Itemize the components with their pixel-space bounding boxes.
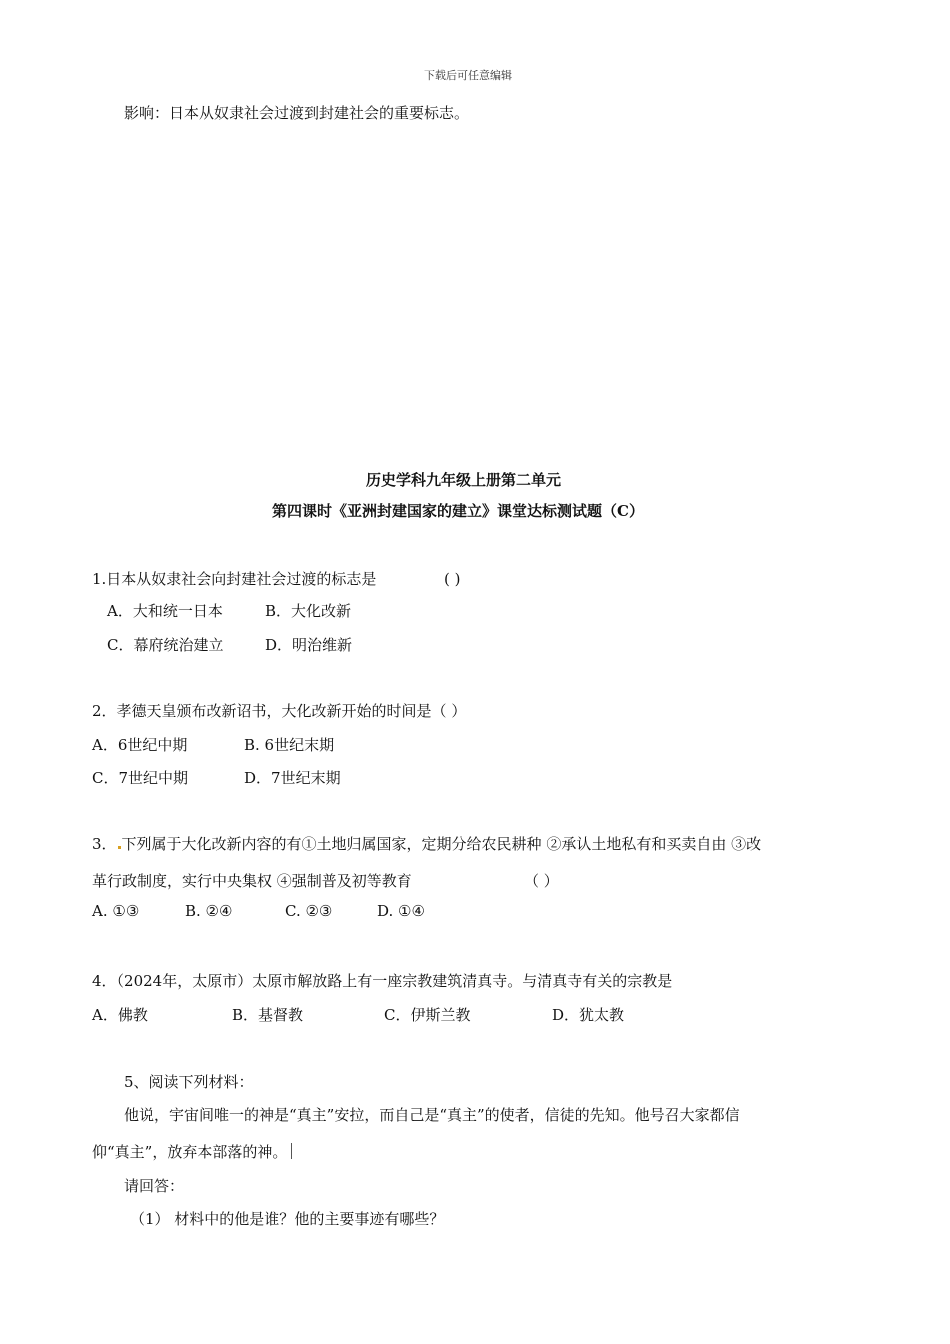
q3-stem-line-2: 革行政制度，实行中央集权 ④强制普及初等教育 — [92, 872, 412, 890]
q1-stem: 1.日本从奴隶社会向封建社会过渡的标志是 — [92, 570, 377, 588]
q3-option-a-text: . ①③ — [102, 902, 140, 920]
q5-material-line-2 — [92, 1142, 292, 1162]
q1-option-c: C．幕府统治建立 — [107, 636, 224, 654]
page-header: 下载后可任意编辑 — [424, 69, 512, 82]
q5-sub-question-1: （1） 材料中的他是谁？他的主要事迹有哪些？ — [130, 1210, 445, 1228]
q3-option-b: B. ②④ — [185, 902, 233, 920]
q4-stem: 4．（2024年，太原市）太原市解放路上有一座宗教建筑清真寺。与清真寺有关的宗教是 — [92, 972, 673, 990]
q1-option-d: D．明治维新 — [265, 636, 353, 654]
q4-option-c: C．伊斯兰教 — [384, 1006, 471, 1024]
text-cursor — [291, 1143, 292, 1159]
q5-material-line-1: 他说，宇宙间唯一的神是“真主”安拉，而自己是“真主”的使者，信徒的先知。他号召大家都信 — [124, 1106, 740, 1124]
q1-option-a: A．大和统一日本 — [107, 602, 223, 620]
q3-option-a — [92, 901, 139, 921]
q5-intro: 5、阅读下列材料： — [124, 1073, 254, 1091]
q3-number: 3． — [92, 835, 117, 853]
q1-answer-blank: ( ) — [444, 570, 461, 588]
q1-option-b: B．大化改新 — [265, 602, 352, 620]
page-title: 历史学科九年级上册第二单元 — [366, 471, 562, 489]
q3-answer-blank: （ ） — [524, 872, 559, 890]
q2-option-b: B. 6世纪末期 — [244, 736, 335, 754]
q2-option-a: A．6世纪中期 — [92, 736, 188, 754]
q3-option-c: C. ②③ — [285, 902, 333, 920]
q3-option-d: D. ①④ — [377, 902, 425, 920]
q2-option-c: C．7世纪中期 — [92, 769, 189, 787]
q5-prompt: 请回答： — [124, 1177, 185, 1195]
q4-option-a: A．佛教 — [92, 1006, 148, 1024]
q2-stem: 2．孝德天皇颁布改新诏书，大化改新开始的时间是（ ） — [92, 702, 467, 720]
q4-option-b: B．基督教 — [232, 1006, 304, 1024]
q2-option-d: D．7世纪末期 — [244, 769, 341, 787]
page-subtitle: 第四课时《亚洲封建国家的建立》课堂达标测试题（C） — [272, 502, 644, 520]
q3-stem-line-1 — [92, 834, 761, 854]
q3-option-a-letter: A — [92, 902, 103, 920]
q3-stem-text: 下列属于大化改新内容的有①土地归属国家，定期分给农民耕种 ②承认土地私有和买卖自由 ③改 — [121, 835, 762, 853]
annotation-mark — [118, 846, 121, 849]
q5-material-text: 仰“真主”，放弃本部落的神。 — [92, 1143, 288, 1161]
q4-option-d: D．犹太教 — [552, 1006, 625, 1024]
impact-line: 影响：日本从奴隶社会过渡到封建社会的重要标志。 — [124, 104, 470, 122]
